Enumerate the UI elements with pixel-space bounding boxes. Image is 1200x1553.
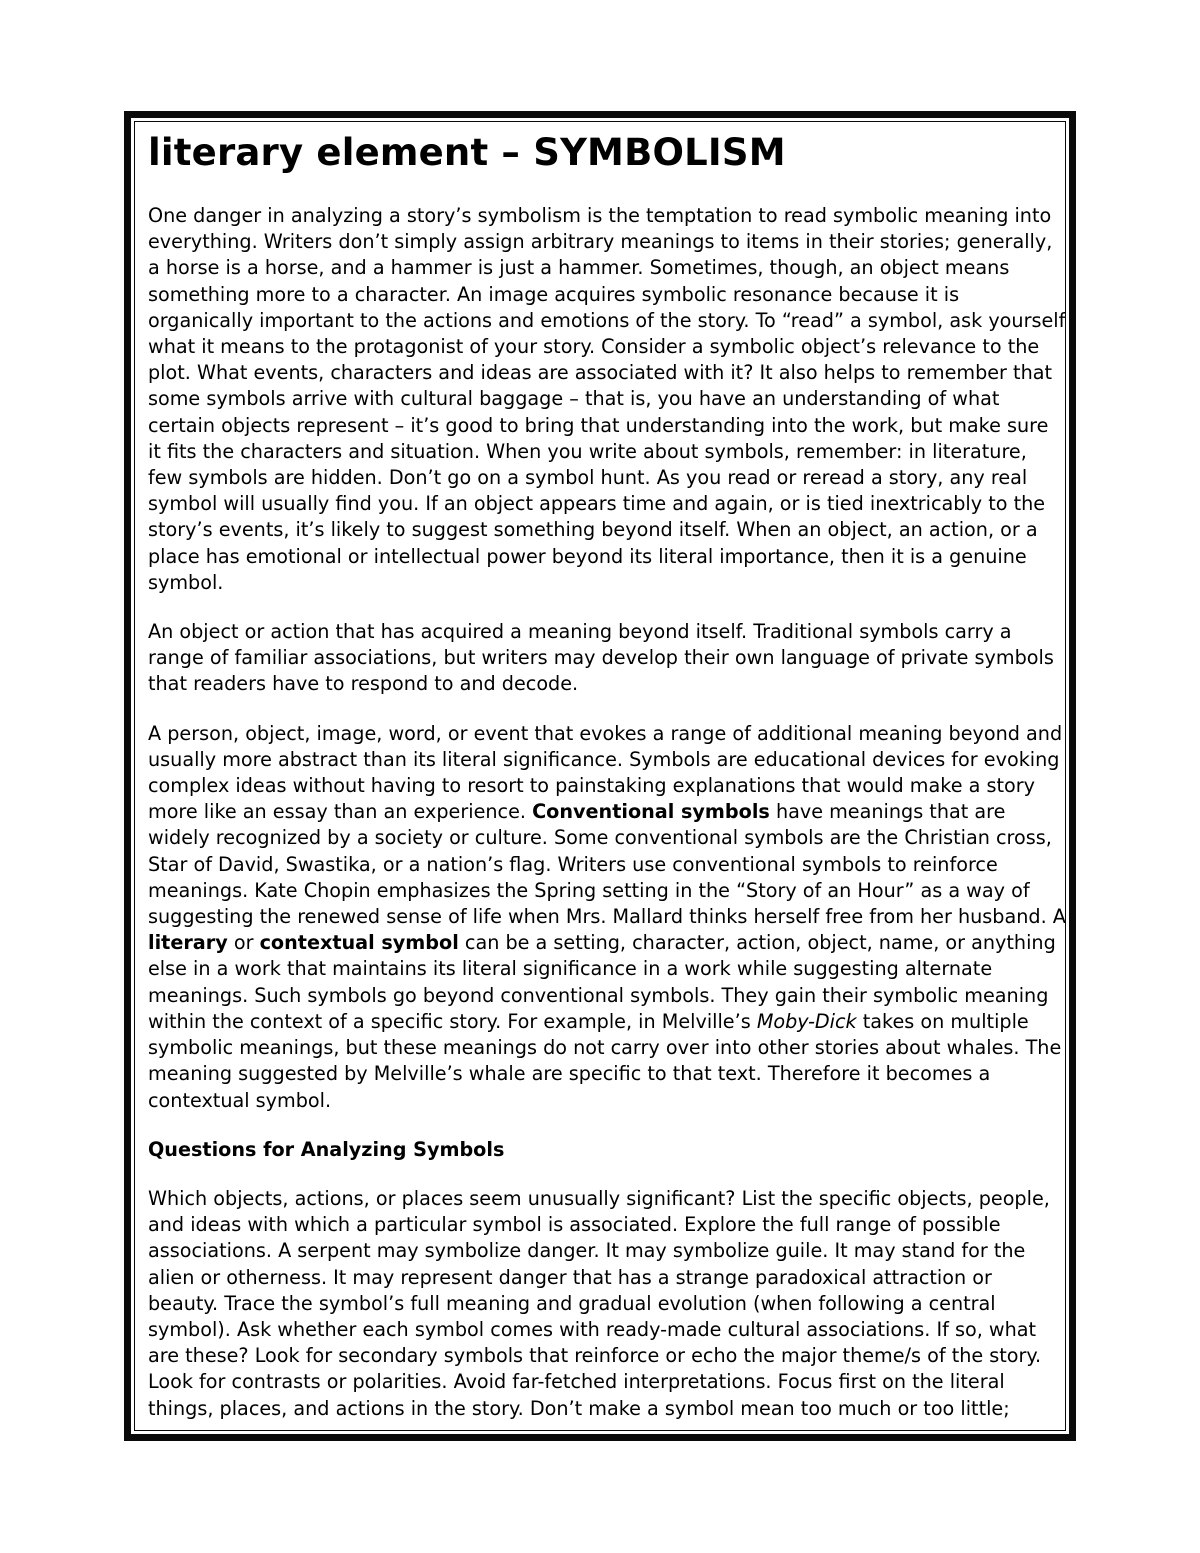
paragraph-symbol-types — [148, 721, 1066, 1114]
book-title-moby-dick: Moby-Dick — [756, 1009, 857, 1033]
paragraph-questions: Which objects, actions, or places seem unusually significant? List the specific objects, people, and ideas with which a particular symbol is associated. Explore the full range of possible associations. A serpent may symbolize danger. It may symbolize guile. It may stand for the alien or otherness. It may represent danger that has a strange paradoxical attraction or beauty. Trace the symbol’s full meaning and gradual evolution (when following a central symbol). Ask whether each symbol comes with ready-made cultural associations. If so, what are these? Look for secondary symbols that reinforce or echo the major theme/s of the story. Look for contrasts or polarities. Avoid far-fetched interpretations. Focus first on the literal things, places, and actions in the story. Don’t make a symbol mean too much or too little; — [148, 1186, 1050, 1420]
page-title: literary element – SYMBOLISM — [148, 131, 786, 174]
term-literary: literary — [148, 931, 228, 955]
section-heading-questions: Questions for Analyzing Symbols — [148, 1137, 505, 1161]
term-conventional-symbols: Conventional symbols — [532, 800, 770, 824]
term-contextual-symbol: contextual symbol — [259, 931, 459, 955]
paragraph-intro: One danger in analyzing a story’s symbolism is the temptation to read symbolic meaning into everything. Writers don’t simply assign arbitrary meanings to items in their stories; generally, a horse is a horse, and a hammer is just a hammer. Sometimes, though, an object means something more to a character. An image acquires symbolic resonance because it is organically important to the actions and emotions of the story. To “read” a symbol, ask yourself what it means to the protagonist of your story. Consider a symbolic object’s relevance to the plot. What events, characters and ideas are associated with it? It also helps to remember that some symbols arrive with cultural baggage – that is, you have an understanding of what certain objects represent – it’s good to bring that understanding into the work, but make sure it fits the characters and situation. When you write about symbols, remember: in literature, few symbols are hidden. Don’t go on a symbol hunt. As you read or reread a story, any real symbol will usually find you. If an object appears time and again, or is tied inextricably to the story’s events, it’s likely to suggest something beyond itself. When an object, an action, or a place has emotional or intellectual power beyond its literal importance, then it is a genuine symbol. — [148, 204, 1066, 594]
document-frame — [124, 111, 1076, 1441]
document-content — [148, 128, 1066, 1422]
text-run: can be a setting, character, action, object, name, or anything else in a work that maintains its literal significance in a work while suggesting alternate meanings. Such symbols go beyond conventional symbols. They gain their symbolic meaning within the context of a specific story. For example, in Melville’s — [148, 931, 1056, 1033]
text-run: A person, object, image, word, or event that evokes a range of additional meaning beyond and usually more abstract than its literal significance. Symbols are educational devices for evoking complex ideas without having to resort to painstaking explanations that would make a story more like an essay than an experience. — [148, 721, 1063, 824]
paragraph-definition: An object or action that has acquired a meaning beyond itself. Traditional symbols carry a range of familiar associations, but writers may develop their own language of private symbols that readers have to respond to and decode. — [148, 620, 1054, 696]
text-run: takes on multiple symbolic meanings, but these meanings do not carry over into other stories about whales. The meaning suggested by Melville’s whale are specific to that text. Therefore it becomes a contextual symbol. — [148, 1009, 1062, 1112]
text-run: have meanings that are widely recognized by a society or culture. Some conventional symbols are the Christian cross, Star of David, Swastika, or a nation’s flag. Writers use conventional symbols to reinforce meanings. Kate Chopin emphasizes the Spring setting in the “Story of an Hour” as a way of suggesting the renewed sense of life when Mrs. Mallard thinks herself free from her husband. A — [148, 800, 1066, 929]
text-run: or — [227, 931, 260, 955]
